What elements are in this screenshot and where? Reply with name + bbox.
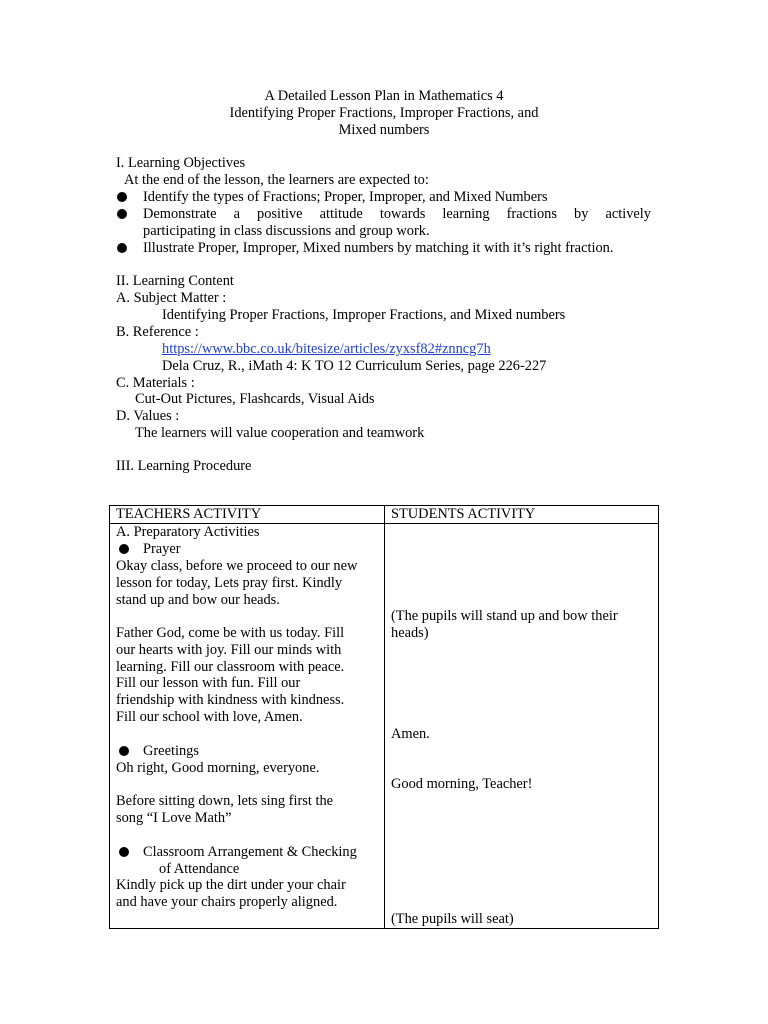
subject-matter-label: A. Subject Matter : (116, 290, 227, 306)
students-activity-cell (385, 523, 659, 928)
reference-book: Dela Cruz, R., iMath 4: K TO 12 Curriculum Series, page 226-227 (162, 358, 547, 374)
table-row (110, 523, 659, 928)
students-activity-header: STUDENTS ACTIVITY (385, 506, 659, 524)
procedure-heading: III. Learning Procedure (116, 458, 252, 474)
document-title: A Detailed Lesson Plan in Mathematics 4 (264, 88, 504, 104)
greetings-bullet: Greetings (143, 742, 199, 759)
bullet-dot-icon (117, 209, 127, 219)
prayer-text-line: learning. Fill our classroom with peace. (116, 658, 345, 675)
objective-item-3: Illustrate Proper, Improper, Mixed numbers by matching it with it’s right fraction. (143, 240, 614, 256)
materials-value: Cut-Out Pictures, Flashcards, Visual Aids (135, 391, 375, 407)
values-value: The learners will value cooperation and teamwork (135, 425, 425, 441)
prayer-text-line: Fill our school with love, Amen. (116, 708, 303, 725)
subject-matter-value: Identifying Proper Fractions, Improper Fractions, and Mixed numbers (162, 307, 566, 323)
bullet-dot-icon (119, 746, 129, 756)
sing-line: Before sitting down, lets sing first the (116, 792, 334, 809)
activity-table (109, 505, 659, 929)
classroom-line: Kindly pick up the dirt under your chair (116, 876, 346, 893)
student-response: (The pupils will seat) (391, 910, 514, 927)
classroom-bullet: Classroom Arrangement & Checking (143, 843, 357, 860)
prayer-text-line: our hearts with joy. Fill our minds with (116, 641, 342, 658)
objectives-heading: I. Learning Objectives (116, 155, 246, 171)
bullet-dot-icon (119, 544, 129, 554)
student-response: heads) (391, 624, 429, 641)
table-header-row (110, 506, 659, 524)
materials-label: C. Materials : (116, 375, 195, 391)
prayer-bullet: Prayer (143, 540, 181, 557)
preparatory-activities: A. Preparatory Activities (116, 523, 260, 540)
objective-item-2-line1: Demonstrate a positive attitude towards learning fractions by actively (143, 206, 651, 222)
classroom-line: and have your chairs properly aligned. (116, 893, 338, 910)
objective-item-2-line2: participating in class discussions and group work. (143, 223, 430, 239)
student-response: Amen. (391, 725, 430, 742)
teachers-activity-cell (110, 523, 385, 928)
sing-line: song “I Love Math” (116, 809, 232, 826)
teachers-activity-header: TEACHERS ACTIVITY (110, 506, 385, 524)
bullet-dot-icon (117, 243, 127, 253)
prayer-line: lesson for today, Lets pray first. Kindly (116, 574, 343, 591)
objective-item-1: Identify the types of Fractions; Proper, Improper, and Mixed Numbers (143, 189, 548, 205)
content-heading: II. Learning Content (116, 273, 234, 289)
objectives-intro: At the end of the lesson, the learners are expected to: (124, 172, 429, 188)
greetings-line: Oh right, Good morning, everyone. (116, 759, 320, 776)
prayer-text-line: Fill our lesson with fun. Fill our (116, 674, 301, 691)
document-subtitle-line2: Mixed numbers (338, 122, 430, 138)
prayer-text-line: friendship with kindness with kindness. (116, 691, 345, 708)
student-response: Good morning, Teacher! (391, 775, 533, 792)
values-label: D. Values : (116, 408, 180, 424)
prayer-line: Okay class, before we proceed to our new (116, 557, 358, 574)
document-subtitle-line1: Identifying Proper Fractions, Improper Fractions, and (229, 105, 539, 121)
reference-label: B. Reference : (116, 324, 199, 340)
prayer-line: stand up and bow our heads. (116, 591, 280, 608)
bullet-dot-icon (119, 847, 129, 857)
prayer-text-line: Father God, come be with us today. Fill (116, 624, 345, 641)
student-response: (The pupils will stand up and bow their (391, 607, 618, 624)
bullet-dot-icon (117, 192, 127, 202)
classroom-bullet-cont: of Attendance (159, 860, 240, 877)
reference-link[interactable]: https://www.bbc.co.uk/bitesize/articles/zyxsf82#znncg7h (162, 341, 491, 357)
